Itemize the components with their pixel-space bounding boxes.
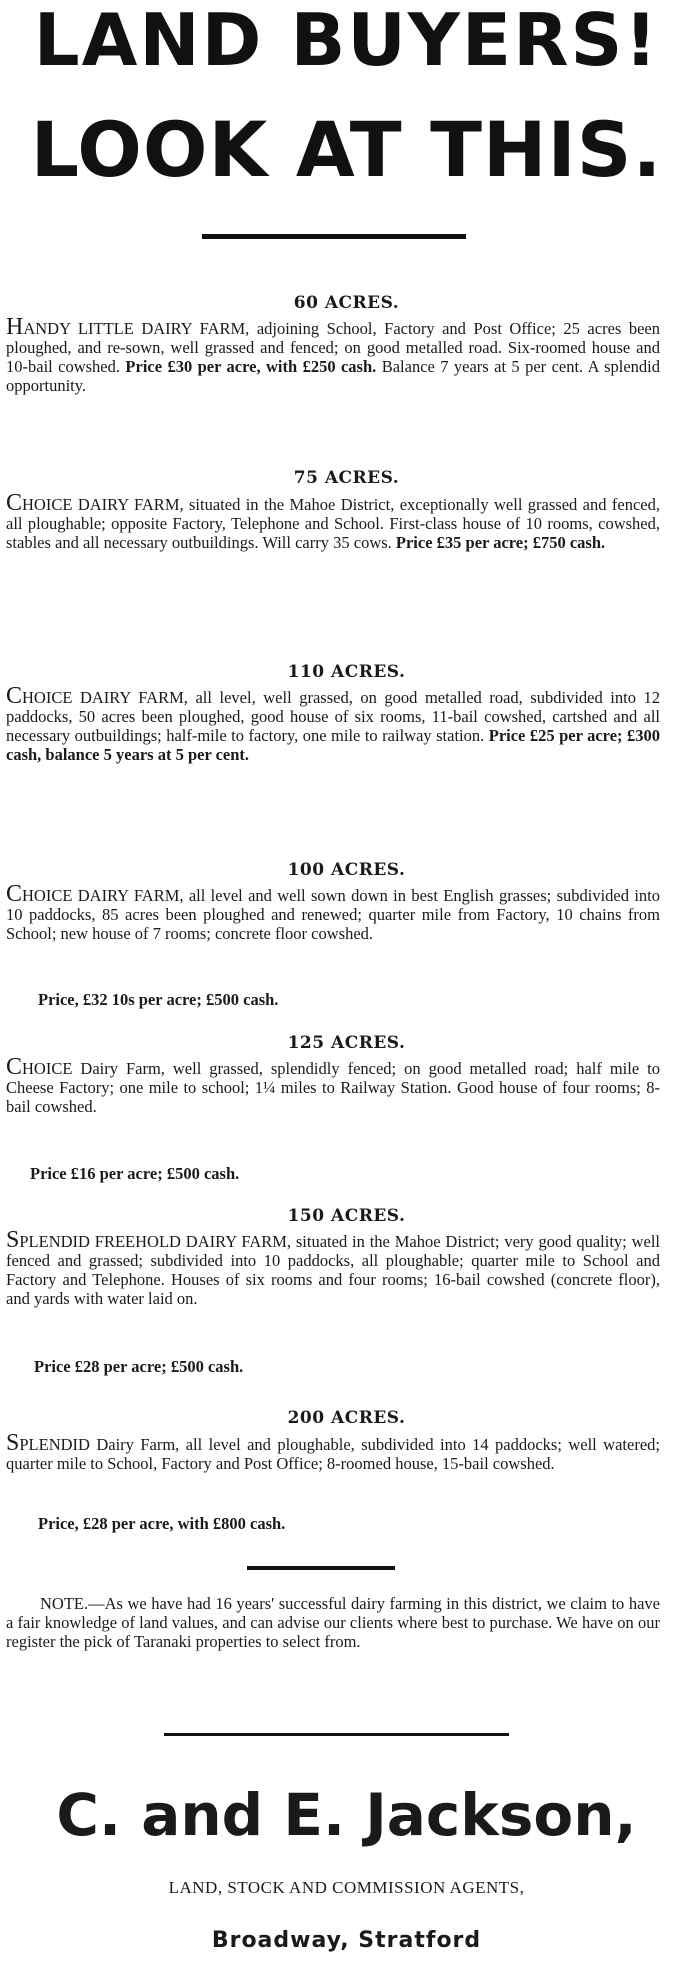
- listing-60-heading: 60 ACRES.: [293, 293, 400, 313]
- listing-110-heading: 110 ACRES.: [287, 662, 406, 682]
- listing-price: Price £30 per acre, with £250 cash.: [125, 357, 377, 376]
- drop-letter: C: [6, 881, 23, 907]
- headline-land-buyers: LAND BUYERS!: [33, 0, 660, 82]
- listing-200-price: Price, £28 per acre, with £800 cash.: [38, 1514, 286, 1533]
- drop-letter: C: [6, 490, 23, 516]
- listing-text: PLENDID Dairy Farm, all level and ploughable, subdivided into 14 paddocks; well watered; quarter mile to School, Factory and Post Office; 8-roomed house, 15-bail cowshed.: [6, 1435, 660, 1473]
- listing-price: Price £25 per acre; £300 cash, balance 5 years at 5 per cent.: [6, 726, 660, 764]
- listing-price: Price £35 per acre; £750 cash.: [395, 533, 606, 552]
- drop-letter: C: [6, 1054, 23, 1080]
- listing-75-description: [6, 490, 660, 552]
- listing-110-description: [6, 683, 660, 764]
- company-tagline: LAND, STOCK AND COMMISSION AGENTS,: [168, 1878, 525, 1897]
- divider-middle: [247, 1566, 395, 1570]
- listing-200-heading: 200 ACRES.: [287, 1408, 406, 1428]
- listing-text: ANDY LITTLE DAIRY FARM, adjoining School, Factory and Post Office; 25 acres been ploughed, and re-sown, well grassed and fenced; on good metalled road. Six-roomed house and 10-bail cowshed.: [6, 319, 660, 376]
- drop-letter: H: [6, 314, 24, 340]
- listing-150-description: [6, 1227, 660, 1308]
- listing-125-price: Price £16 per acre; £500 cash.: [30, 1164, 240, 1183]
- listing-100-price: Price, £32 10s per acre; £500 cash.: [38, 990, 279, 1009]
- listing-text: HOICE DAIRY FARM, all level, well grassed, on good metalled road, subdivided into 12 paddocks, 50 acres been ploughed, good house of six rooms, 11-bail cowshed, cartshed and all necessary outbuildings; half-mile to factory, one mile to railway station.: [6, 688, 660, 745]
- listing-125-description: [6, 1054, 660, 1116]
- listing-tail: Balance 7 years at 5 per cent. A splendid opportunity.: [6, 357, 660, 395]
- listing-60-description: [6, 314, 660, 395]
- listing-text: PLENDID FREEHOLD DAIRY FARM, situated in the Mahoe District; very good quality; well fenced and grassed; subdivided into 10 paddocks, all ploughable; quarter mile to School and Factory and Telephone. Houses of six rooms and four rooms; 16-bail cowshed (concrete floor), and yards with water laid on.: [6, 1232, 660, 1308]
- divider-top: [202, 234, 466, 239]
- listing-text: HOICE DAIRY FARM, situated in the Mahoe District, exceptionally well grassed and fenced, all ploughable; opposite Factory, Telephone and School. First-class house of 10 rooms, cowshed, stables and all necessary outbuildings. Will carry 35 cows.: [6, 495, 660, 552]
- listing-100-heading: 100 ACRES.: [287, 860, 406, 880]
- divider-bottom: [164, 1733, 509, 1736]
- listing-75-heading: 75 ACRES.: [293, 468, 400, 488]
- listing-text: HOICE Dairy Farm, well grassed, splendidly fenced; on good metalled road; half mile to Cheese Factory; one mile to school; 1¼ miles to Railway Station. Good house of four rooms; 8-bail cowshed.: [6, 1059, 660, 1116]
- drop-letter: S: [6, 1227, 20, 1253]
- listing-text: HOICE DAIRY FARM, all level and well sown down in best English grasses; subdivided into 10 paddocks, 85 acres been ploughed and renewed; quarter mile from Factory, 10 chains from School; new house of 7 rooms; concrete floor cowshed.: [6, 886, 660, 943]
- drop-letter: C: [6, 683, 23, 709]
- listing-150-heading: 150 ACRES.: [287, 1206, 406, 1226]
- listing-100-description: [6, 881, 660, 943]
- company-name: C. and E. Jackson,: [56, 1781, 637, 1849]
- drop-letter: S: [6, 1430, 20, 1456]
- listing-200-description: [6, 1430, 660, 1473]
- company-address: Broadway, Stratford: [211, 1928, 482, 1953]
- listing-150-price: Price £28 per acre; £500 cash.: [34, 1357, 244, 1376]
- headline-look-at-this: LOOK AT THIS.: [30, 105, 663, 194]
- listing-125-heading: 125 ACRES.: [287, 1033, 406, 1053]
- note-paragraph: NOTE.—As we have had 16 years' successful dairy farming in this district, we claim to have a fair knowledge of land values, and can advise our clients where best to purchase. We have on our register the pick of Taranaki properties to select from.: [6, 1594, 660, 1651]
